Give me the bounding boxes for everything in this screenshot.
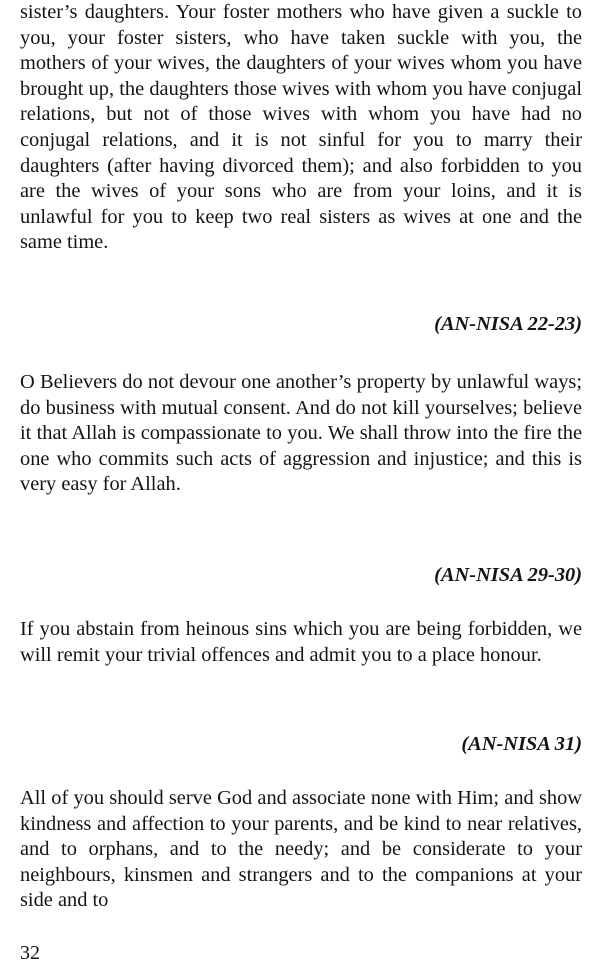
verse-reference-1: (AN-NISA 22-23) — [434, 313, 582, 335]
paragraph-1: sister’s daughters. Your foster mothers who have given a suckle to you, your foster sisters, who have taken suckle with you, the mothers of your wives, the daughters of your wives whom you have brought up, the daughters those wives with whom you have conjugal relations, but not of those wives with whom you have had no conjugal relations, and it is not sinful for you to marry their daughters (after having divorced them); and also forbidden to you are the wives of your sons who are from your loins, and it is unlawful for you to keep two real sisters as wives at one and the same time. — [20, 1, 582, 254]
page-number: 32 — [20, 942, 40, 964]
paragraph-4: All of you should serve God and associate none with Him; and show kindness and affection to your parents, and be kind to near relatives, and to orphans, and to the needy; and be considerate to your neighbours, kinsmen and strangers and to the companions at your side and to — [20, 787, 582, 912]
paragraph-3: If you abstain from heinous sins which you are being forbidden, we will remit your trivial offences and admit you to a place honour. — [20, 618, 582, 666]
book-page — [20, 0, 582, 974]
verse-reference-3: (AN-NISA 31) — [461, 733, 582, 755]
verse-reference-2: (AN-NISA 29-30) — [434, 564, 582, 586]
paragraph-2: O Believers do not devour one another’s property by unlawful ways; do business with mutual consent. And do not kill yourselves; believe it that Allah is compassionate to you. We shall throw into the fire the one who commits such acts of aggression and injustice; and this is very easy for Allah. — [20, 371, 582, 496]
